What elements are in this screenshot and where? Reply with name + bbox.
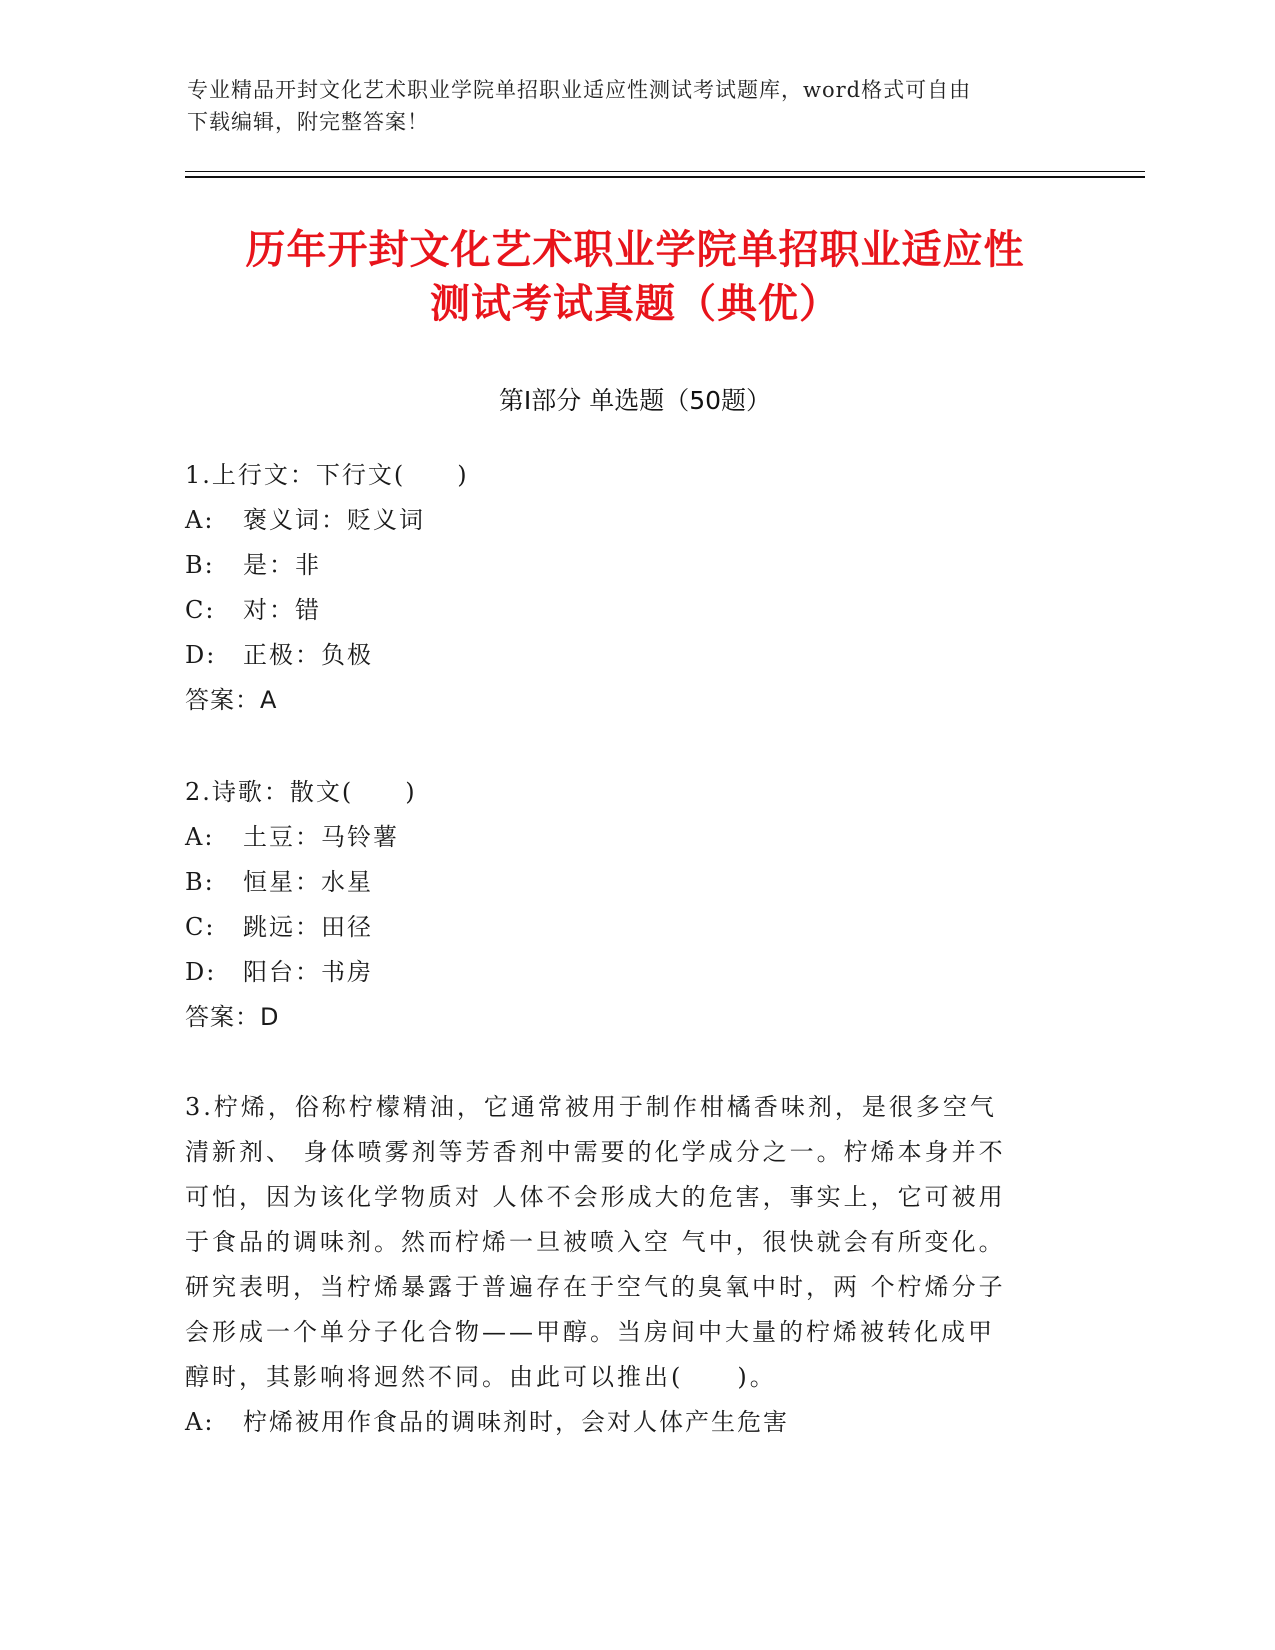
section-title: 第Ⅰ部分 单选题（50题） bbox=[498, 386, 772, 415]
option-b bbox=[185, 543, 1085, 588]
stem-line: 会形成一个单分子化合物——甲醇。当房间中大量的柠烯被转化成甲 bbox=[185, 1318, 995, 1346]
option-letter: C: bbox=[185, 913, 216, 941]
header-divider-thin bbox=[185, 171, 1145, 172]
stem-line: 可怕，因为该化学物质对 人体不会形成大的危害，事实上，它可被用 bbox=[185, 1183, 1006, 1211]
option-text: 土豆：马铃薯 bbox=[243, 823, 399, 851]
question-stem: 1.上行文：下行文( ) bbox=[185, 461, 469, 489]
option-letter: D: bbox=[185, 958, 217, 986]
document-title-line-1: 历年开封文化艺术职业学院单招职业适应性 bbox=[245, 227, 1025, 273]
answer-line: 答案：D bbox=[185, 1003, 280, 1031]
stem-line: 清新剂、 身体喷雾剂等芳香剂中需要的化学成分之一。柠烯本身并不 bbox=[185, 1138, 1006, 1166]
option-letter: A: bbox=[185, 506, 215, 534]
answer-line: 答案：A bbox=[185, 686, 278, 714]
option-letter: B: bbox=[185, 551, 215, 579]
header-divider-thick bbox=[185, 176, 1145, 178]
option-text: 对：错 bbox=[243, 596, 321, 624]
option-a bbox=[185, 498, 1085, 543]
question-2 bbox=[185, 770, 1085, 1040]
option-c bbox=[185, 588, 1085, 633]
option-text: 正极：负极 bbox=[243, 641, 373, 669]
option-text: 跳远：田径 bbox=[243, 913, 373, 941]
option-text: 阳台：书房 bbox=[243, 958, 373, 986]
option-d bbox=[185, 633, 1085, 678]
option-text: 柠烯被用作食品的调味剂时，会对人体产生危害 bbox=[243, 1408, 789, 1436]
stem-line: 3.柠烯，俗称柠檬精油，它通常被用于制作柑橘香味剂，是很多空气 bbox=[185, 1093, 997, 1121]
option-letter: A: bbox=[185, 1408, 215, 1436]
option-letter: B: bbox=[185, 868, 215, 896]
option-b bbox=[185, 860, 1085, 905]
stem-line: 于食品的调味剂。然而柠烯一旦被喷入空 气中，很快就会有所变化。 bbox=[185, 1228, 1006, 1256]
question-stem: 2.诗歌：散文( ) bbox=[185, 778, 417, 806]
document-title-line-2: 测试考试真题（典优） bbox=[430, 281, 840, 327]
stem-line: 醇时，其影响将迥然不同。由此可以推出( )。 bbox=[185, 1363, 777, 1391]
option-letter: D: bbox=[185, 641, 217, 669]
option-text: 褒义词：贬义词 bbox=[243, 506, 425, 534]
option-c bbox=[185, 905, 1085, 950]
question-3 bbox=[185, 1085, 1085, 1445]
option-a bbox=[185, 1400, 1085, 1445]
option-text: 恒星：水星 bbox=[243, 868, 373, 896]
option-d bbox=[185, 950, 1085, 995]
option-letter: A: bbox=[185, 823, 215, 851]
option-letter: C: bbox=[185, 596, 216, 624]
option-text: 是：非 bbox=[243, 551, 321, 579]
question-1 bbox=[185, 453, 1085, 723]
question-stem bbox=[185, 1085, 1065, 1400]
header-note bbox=[187, 74, 1067, 138]
document-title bbox=[185, 223, 1085, 331]
header-note-line-1: 专业精品开封文化艺术职业学院单招职业适应性测试考试题库，word格式可自由 bbox=[187, 78, 972, 102]
option-a bbox=[185, 815, 1085, 860]
header-note-line-2: 下载编辑，附完整答案！ bbox=[187, 110, 429, 134]
stem-line: 研究表明，当柠烯暴露于普遍存在于空气的臭氧中时，两 个柠烯分子 bbox=[185, 1273, 1006, 1301]
